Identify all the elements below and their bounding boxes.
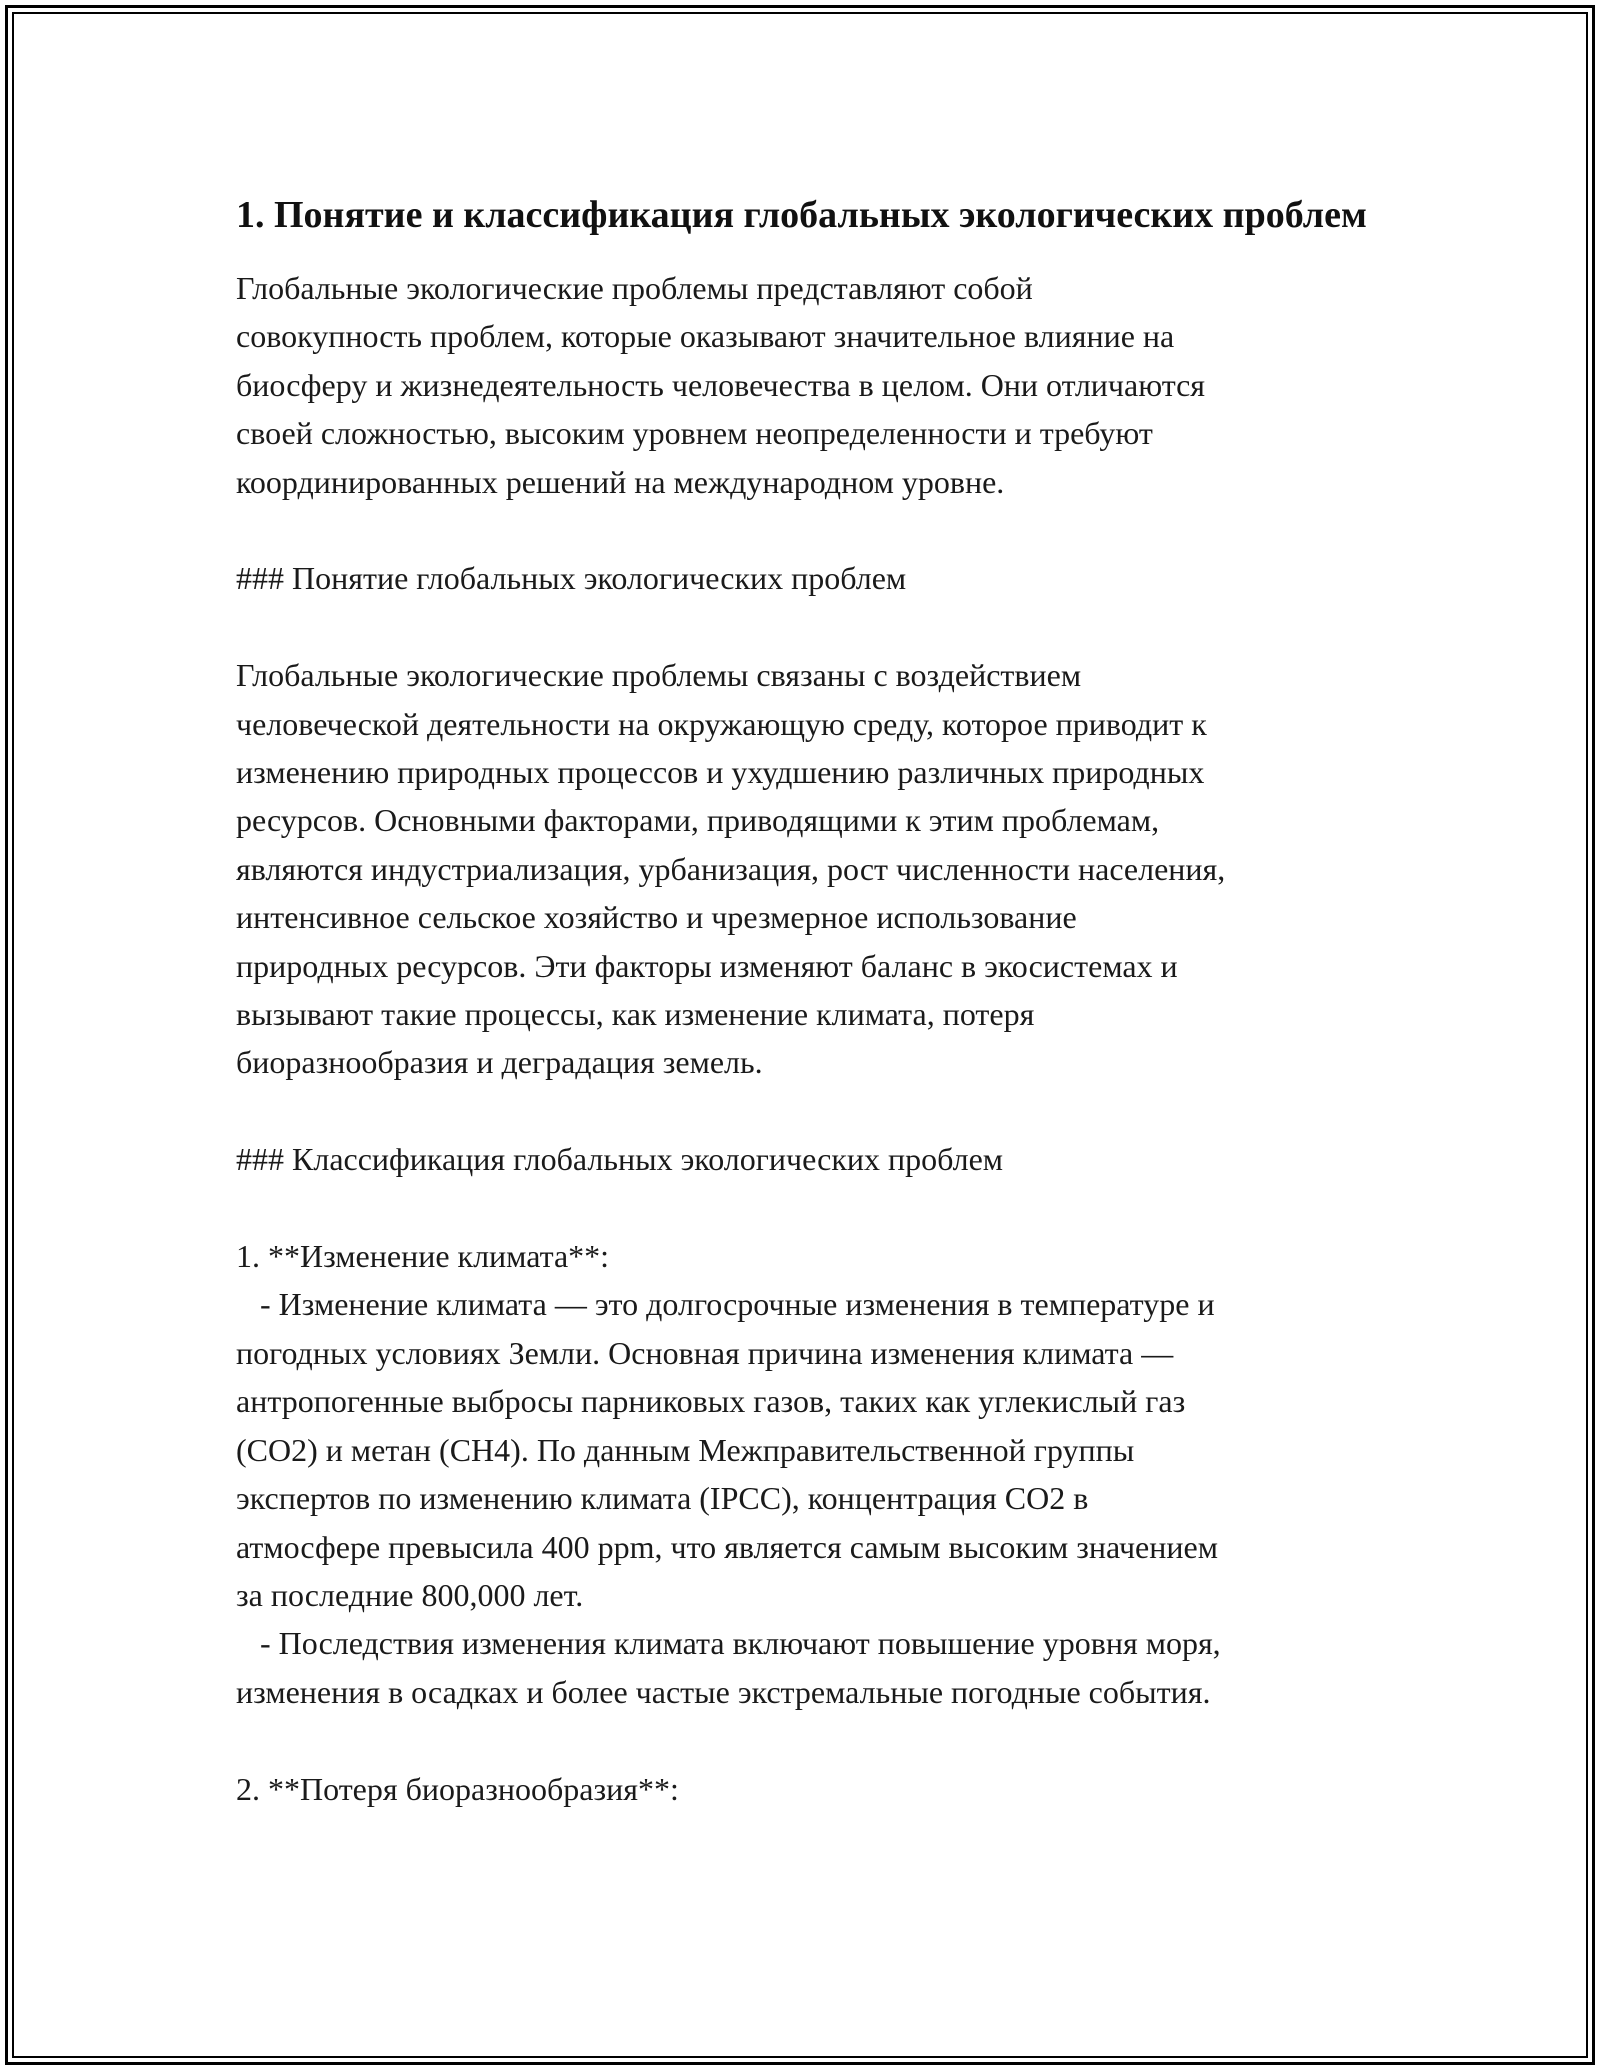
text-line: (CO2) и метан (CH4). По данным Межправительственной группы xyxy=(236,1431,1135,1468)
concept-paragraph xyxy=(236,651,1376,1087)
text-line: ресурсов. Основными факторами, приводящими к этим проблемам, xyxy=(236,802,1160,839)
text-line: изменению природных процессов и ухудшению различных природных xyxy=(236,754,1205,791)
section-heading-concept: ### Понятие глобальных экологических проблем xyxy=(236,560,907,597)
text-line: - Последствия изменения климата включают повышение уровня моря, xyxy=(236,1625,1221,1662)
text-line: антропогенные выбросы парниковых газов, таких как углекислый газ xyxy=(236,1383,1186,1420)
list-item-biodiversity-loss xyxy=(236,1765,1376,1813)
text-line: экспертов по изменению климата (IPCC), концентрация CO2 в xyxy=(236,1480,1089,1517)
text-line: природных ресурсов. Эти факторы изменяют баланс в экосистемах и xyxy=(236,947,1178,984)
text-line: совокупность проблем, которые оказывают значительное влияние на xyxy=(236,318,1175,355)
blank-line xyxy=(236,1184,1376,1232)
text-line: изменения в осадках и более частые экстремальные погодные события. xyxy=(236,1673,1211,1710)
text-line: - Изменение климата — это долгосрочные изменения в температуре и xyxy=(236,1286,1215,1323)
blank-line xyxy=(236,1087,1376,1135)
text-line: биоразнообразия и деградация земель. xyxy=(236,1044,763,1081)
text-line: своей сложностью, высоким уровнем неопределенности и требуют xyxy=(236,415,1153,452)
list-item-heading: 2. **Потеря биоразнообразия**: xyxy=(236,1770,679,1807)
text-line: Глобальные экологические проблемы представляют собой xyxy=(236,270,1033,306)
document-page xyxy=(236,188,1376,1813)
list-item-climate-change xyxy=(236,1232,1376,1716)
text-line: являются индустриализация, урбанизация, рост численности населения, xyxy=(236,850,1226,887)
text-line: атмосфере превысила 400 ppm, что является самым высоким значением xyxy=(236,1528,1218,1565)
text-line: биосферу и жизнедеятельность человечества в целом. Они отличаются xyxy=(236,366,1205,403)
text-line: координированных решений на международном уровне. xyxy=(236,463,1005,500)
text-line: вызывают такие процессы, как изменение климата, потеря xyxy=(236,996,1035,1033)
blank-line xyxy=(236,506,1376,554)
blank-line xyxy=(236,603,1376,651)
text-line: интенсивное сельское хозяйство и чрезмерное использование xyxy=(236,899,1077,936)
text-line: Глобальные экологические проблемы связаны с воздействием xyxy=(236,657,1082,694)
section-heading-classification: ### Классификация глобальных экологических проблем xyxy=(236,1141,1004,1178)
text-line: человеческой деятельности на окружающую среду, которое приводит к xyxy=(236,705,1207,742)
text-line: погодных условиях Земли. Основная причина изменения климата — xyxy=(236,1334,1174,1371)
list-item-heading: 1. **Изменение климата**: xyxy=(236,1238,610,1275)
text-line: за последние 800,000 лет. xyxy=(236,1576,584,1613)
intro-paragraph xyxy=(236,264,1376,506)
blank-line xyxy=(236,1716,1376,1764)
document-title: 1. Понятие и классификация глобальных экологических проблем xyxy=(236,194,1367,236)
